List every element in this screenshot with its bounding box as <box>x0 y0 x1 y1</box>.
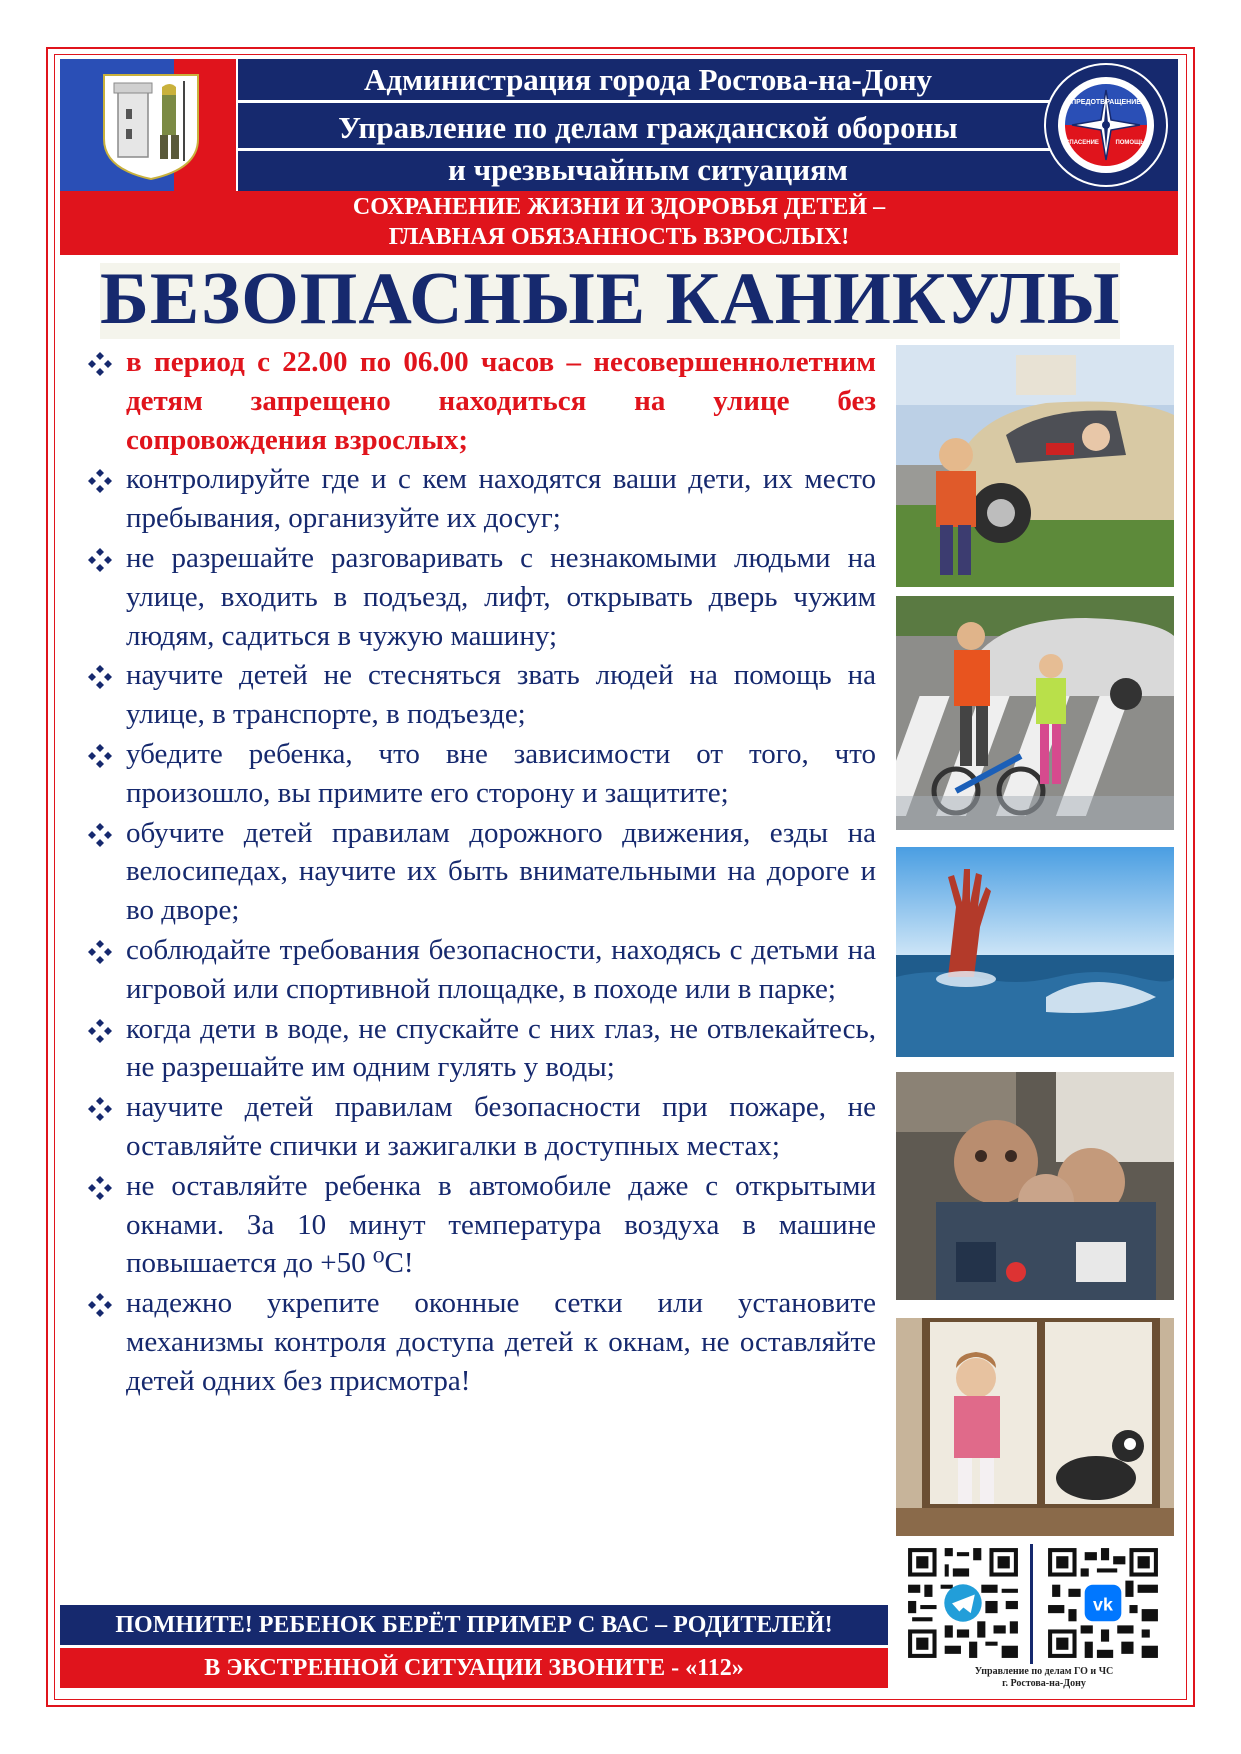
photo-children-at-crosswalk <box>896 596 1174 830</box>
advice-item-text: обучите детей правилам дорожного движения, езды на велосипедах, научите их быть внимательными на дороге и во дворе; <box>126 816 876 927</box>
qr-divider <box>1030 1544 1033 1664</box>
civil-defense-emblem-icon <box>1042 62 1170 188</box>
photo-child-and-stranger-car <box>896 345 1174 587</box>
city-flag <box>60 59 236 191</box>
qr-caption-line-2: г. Ростова-на-Дону <box>1002 1678 1086 1689</box>
advice-item <box>86 1284 876 1400</box>
slogan-line-2-text: ГЛАВНАЯ ОБЯЗАННОСТЬ ВЗРОСЛЫХ! <box>388 224 850 250</box>
header-divider <box>238 100 1130 103</box>
emblem-top-label: ПРЕДОТВРАЩЕНИЕ <box>1071 99 1141 106</box>
diamond-bullet-icon <box>88 1097 112 1121</box>
advice-item <box>86 539 876 655</box>
diamond-bullet-icon <box>88 744 112 768</box>
footer-emergency-text: В ЭКСТРЕННОЙ СИТУАЦИИ ЗВОНИТЕ - «112» <box>204 1655 744 1681</box>
qr-code-telegram[interactable] <box>904 1544 1022 1662</box>
advice-item <box>86 656 876 734</box>
advice-item <box>86 931 876 1009</box>
advice-item-text: надежно укрепите оконные сетки или установите механизмы контроля доступа детей к окнам, не оставляйте детей одних без присмотра! <box>126 1287 876 1397</box>
advice-item <box>86 1167 876 1283</box>
advice-item <box>86 343 876 459</box>
diamond-bullet-icon <box>88 665 112 689</box>
advice-item <box>86 735 876 813</box>
advice-item-text: убедите ребенка, что вне зависимости от того, что произошло, вы примите его сторону и защитите; <box>126 737 876 809</box>
qr-code-vk[interactable] <box>1044 1544 1162 1662</box>
advice-item-text: не оставляйте ребенка в автомобиле даже с открытыми окнами. За 10 минут температура воздуха в машине повышается до +50 ⁰С! <box>126 1169 876 1280</box>
advice-item <box>86 460 876 538</box>
page-title: БЕЗОПАСНЫЕ КАНИКУЛЫ <box>100 258 1121 340</box>
emblem-right-label: ПОМОЩЬ <box>1115 140 1145 146</box>
advice-item <box>86 1010 876 1088</box>
advice-item-text: соблюдайте требования безопасности, находясь с детьми на игровой или спортивной площадке, в походе или в парке; <box>126 933 876 1005</box>
photo-rescuer-with-children <box>896 1072 1174 1300</box>
diamond-bullet-icon <box>88 469 112 493</box>
diamond-bullet-icon <box>88 548 112 572</box>
advice-item-text: не разрешайте разговаривать с незнакомыми людьми на улице, входить в подъезд, лифт, открывать дверь чужим людям, садиться в чужую машину; <box>126 541 876 652</box>
advice-item <box>86 814 876 930</box>
emblem-left-label: СПАСЕНИЕ <box>1065 140 1099 146</box>
diamond-bullet-icon <box>88 1293 112 1317</box>
advice-item <box>86 1088 876 1166</box>
qr-caption-line-1: Управление по делам ГО и ЧС <box>974 1666 1114 1677</box>
slogan-line-1-text: СОХРАНЕНИЕ ЖИЗНИ И ЗДОРОВЬЯ ДЕТЕЙ – <box>352 194 886 220</box>
diamond-bullet-icon <box>88 940 112 964</box>
slogan-line-2 <box>60 222 1178 252</box>
diamond-bullet-icon <box>88 823 112 847</box>
diamond-bullet-icon <box>88 1176 112 1200</box>
advice-item-text: в период с 22.00 по 06.00 часов – несовершеннолетним детям запрещено находиться на улице без сопровождения взрослых; <box>126 346 876 456</box>
photo-drowning-hand <box>896 847 1174 1057</box>
advice-item-text: контролируйте где и с кем находятся ваши дети, их место пребывания, организуйте их досуг; <box>126 463 876 535</box>
advice-item-text: когда дети в воде, не спускайте с них глаз, не отвлекайтесь, не разрешайте им одним гулять у воды; <box>126 1012 876 1084</box>
svg-text:vk: vk <box>1093 1594 1113 1615</box>
coat-of-arms-icon <box>96 69 206 181</box>
diamond-bullet-icon <box>88 352 112 376</box>
footer-reminder-text: ПОМНИТЕ! РЕБЕНОК БЕРЁТ ПРИМЕР С ВАС – РОДИТЕЛЕЙ! <box>115 1612 833 1638</box>
diamond-bullet-icon <box>88 1019 112 1043</box>
slogan-line-1 <box>60 192 1178 222</box>
header-line-2: Управление по делам гражданской обороны <box>338 110 958 145</box>
photo-child-at-window <box>896 1318 1174 1536</box>
advice-list <box>86 343 876 1402</box>
header-line-1: Администрация города Ростова-на-Дону <box>363 62 933 97</box>
advice-item-text: научите детей не стесняться звать людей на помощь на улице, в транспорте, в подъезде; <box>126 659 876 731</box>
advice-item-text: научите детей правилам безопасности при пожаре, не оставляйте спички и зажигалки в доступных местах; <box>126 1091 876 1162</box>
header-line-3: и чрезвычайным ситуациям <box>448 152 848 187</box>
